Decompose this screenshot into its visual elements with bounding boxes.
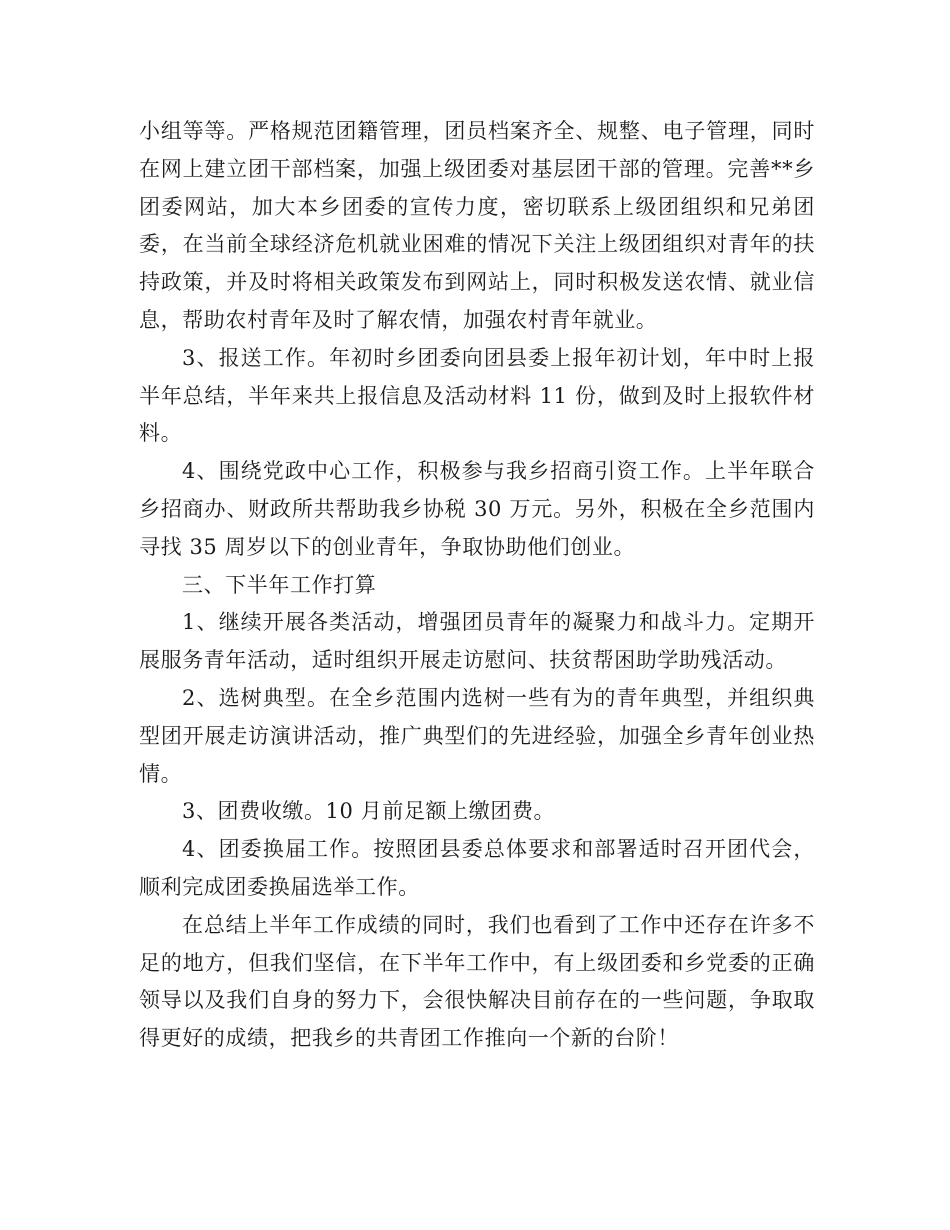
paragraph-conclusion: 在总结上半年工作成绩的同时，我们也看到了工作中还存在许多不足的地方，但我们坚信，在下半年工作中，有上级团委和乡党委的正确领导以及我们自身的努力下，会很快解决目前存在的一些问题，争取取得更好的成绩，把我乡的共青团工作推向一个新的台阶！ [139, 912, 815, 1051]
paragraph-plan-2-models: 2、选树典型。在全乡范围内选树一些有为的青年典型，并组织典型团开展走访演讲活动，推广典型们的先进经验，加强全乡青年创业热情。 [139, 685, 815, 786]
section-heading-plans: 三、下半年工作打算 [182, 572, 377, 597]
paragraph-plan-3-dues: 3、团费收缴。10 月前足额上缴团费。 [182, 799, 556, 824]
paragraph-item-3-report: 3、报送工作。年初时乡团委向团县委上报年初计划，年中时上报半年总结，半年来共上报信息及活动材料 11 份，做到及时上报软件材料。 [139, 345, 815, 446]
paragraph-plan-1-activities: 1、继续开展各类活动，增强团员青年的凝聚力和战斗力。定期开展服务青年活动，适时组织开展走访慰问、扶贫帮困助学助残活动。 [139, 610, 815, 673]
paragraph-plan-4-election: 4、团委换届工作。按照团县委总体要求和部署适时召开团代会，顺利完成团委换届选举工作。 [139, 837, 815, 899]
paragraph-continuation: 小组等等。严格规范团籍管理，团员档案齐全、规整、电子管理，同时在网上建立团干部档案，加强上级团委对基层团干部的管理。完善**乡团委网站，加大本乡团委的宣传力度，密切联系上级团组织和兄弟团委，在当前全球经济危机就业困难的情况下关注上级团组织对青年的扶持政策，并及时将相关政策发布到网站上，同时积极发送农情、就业信息，帮助农村青年及时了解农情，加强农村青年就业。 [139, 119, 815, 332]
paragraph-item-4-investment: 4、围绕党政中心工作，积极参与我乡招商引资工作。上半年联合乡招商办、财政所共帮助我乡协税 30 万元。另外，积极在全乡范围内寻找 35 周岁以下的创业青年，争取协助他们创业。 [139, 459, 815, 559]
document-body [139, 113, 815, 1058]
